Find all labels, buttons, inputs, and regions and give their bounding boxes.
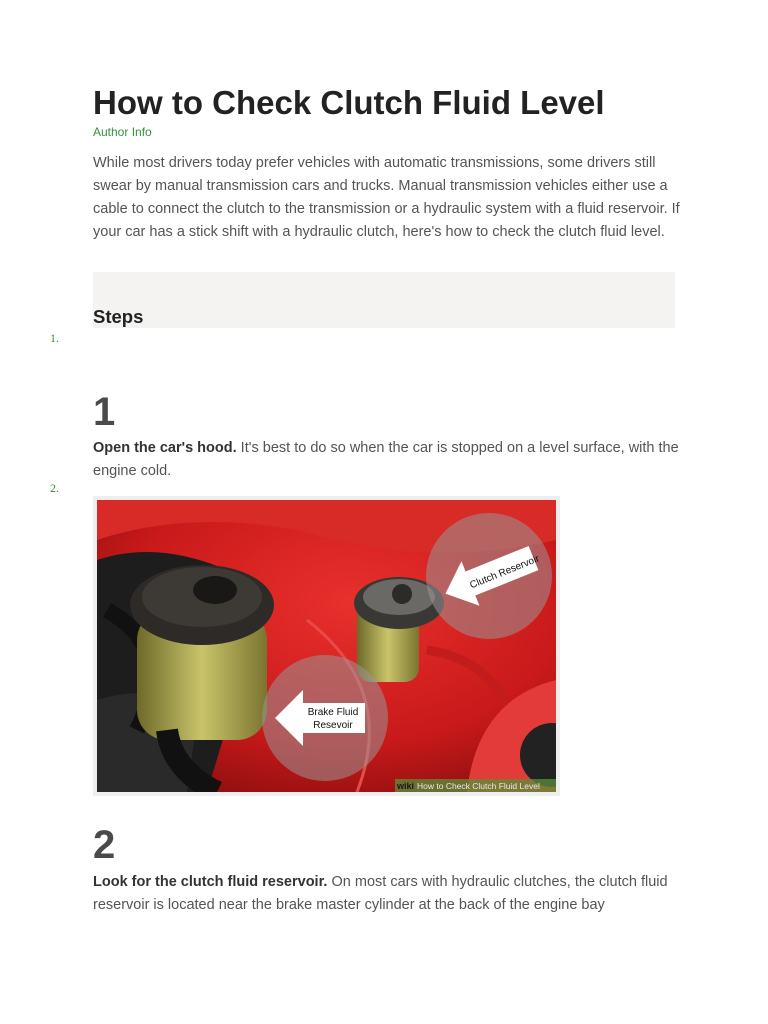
author-info-link[interactable]: Author Info [93, 125, 152, 139]
list-marker-2: 2. [50, 481, 59, 495]
watermark-brand: wiki [397, 781, 415, 791]
step-2-text [93, 871, 683, 917]
intro-paragraph: While most drivers today prefer vehicles with automatic transmissions, some drivers still swear by manual transmission cars and trucks. Manual transmission vehicles either use a cable to connect the clutch to the transmission or a hydraulic system with a fluid reservoir. If your car has a stick shift with a hydraulic clutch, here's how to check the clutch fluid level. [93, 155, 680, 240]
steps-header-box [93, 272, 675, 328]
step-number-2: 2 [93, 823, 116, 867]
list-marker-1: 1. [50, 331, 59, 345]
step-1-bold: Open the car's hood. [93, 440, 237, 456]
step-1-text [93, 437, 683, 483]
clutch-label: Clutch Reservoir [468, 553, 542, 592]
page-title: How to Check Clutch Fluid Level [93, 84, 605, 121]
step-2-bold: Look for the clutch fluid reservoir. [93, 874, 328, 890]
step-1-image[interactable] [93, 496, 560, 796]
step-number-1: 1 [93, 390, 116, 434]
steps-heading: Steps [93, 306, 144, 327]
engine-bay-photo [97, 500, 556, 792]
brake-label-line1: Brake Fluid [307, 707, 359, 718]
step-2-body: On most cars with hydraulic clutches, the clutch fluid reservoir is located near the brake master cylinder at the back of the engine bay [93, 874, 668, 913]
watermark-text: How to Check Clutch Fluid Level [417, 781, 540, 791]
step-1-body: It's best to do so when the car is stopped on a level surface, with the engine cold. [93, 440, 679, 479]
brake-label-line2: Resevoir [313, 720, 353, 731]
